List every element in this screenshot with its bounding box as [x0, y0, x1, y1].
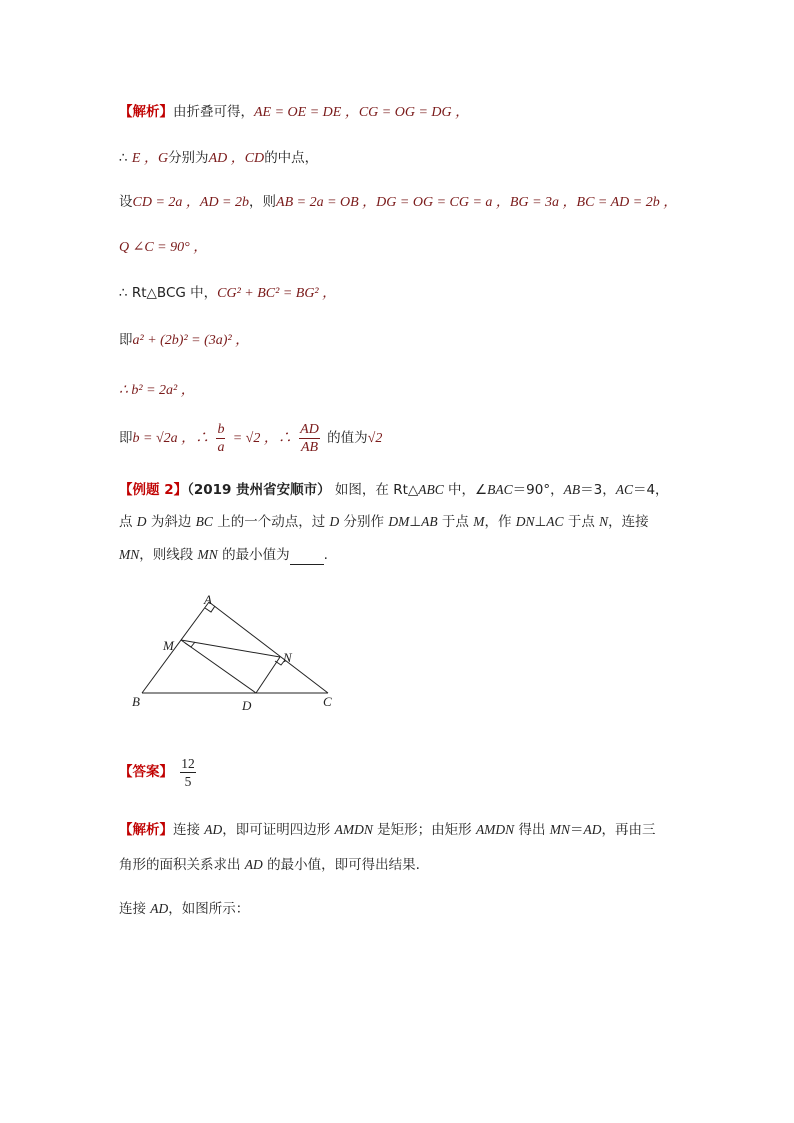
- math: AB: [563, 482, 581, 497]
- example-tag: 【例题 2】: [119, 482, 188, 498]
- triangle-figure: [125, 588, 345, 718]
- text: 的最小值，即可得出结果.: [262, 857, 420, 873]
- answer-line: [119, 752, 199, 792]
- analysis1-line3: [119, 192, 677, 213]
- text: 由折叠可得，: [173, 104, 254, 120]
- text: ，作: [484, 514, 516, 530]
- text: ，即可证明四边形: [222, 822, 335, 838]
- text: 得出: [514, 822, 550, 838]
- example2-line3: [119, 545, 328, 565]
- therefore-symbol: ∴: [119, 150, 128, 166]
- segment-mn: [181, 640, 280, 657]
- text: ＝: [570, 822, 584, 838]
- label-d: D: [242, 698, 252, 713]
- text: 于点: [563, 514, 600, 530]
- analysis2-line2: [119, 855, 420, 875]
- math: M: [473, 514, 485, 529]
- analysis2-line3: [119, 899, 249, 919]
- text: ⊥: [534, 514, 547, 530]
- text: 分别作: [339, 514, 389, 530]
- label-a: A: [204, 592, 212, 607]
- text: 连接: [173, 822, 205, 838]
- text: 设: [119, 194, 133, 210]
- denominator: a: [217, 439, 225, 455]
- answer-tag: 【答案】: [119, 764, 173, 780]
- analysis1-line5: [119, 283, 336, 304]
- text: 为斜边: [146, 514, 196, 530]
- text: 角形的面积关系求出: [119, 857, 245, 873]
- math: ABC: [418, 482, 444, 497]
- text: ，则线段: [139, 547, 198, 563]
- text: 的中点，: [264, 150, 319, 166]
- text: 是矩形；由矩形: [372, 822, 476, 838]
- text: 分别为: [168, 150, 209, 166]
- math: AD: [583, 822, 602, 837]
- label-c: C: [323, 694, 332, 709]
- example2-line1: [119, 480, 669, 500]
- text: ＝3，: [580, 482, 616, 498]
- text: ，如图所示：: [168, 901, 250, 917]
- math: AMDN: [475, 822, 515, 837]
- math: ∴ b² = 2a² ，: [119, 383, 195, 398]
- math: DN: [515, 514, 535, 529]
- text: 中，∠: [443, 482, 488, 498]
- math: BAC: [487, 482, 513, 497]
- math: AD: [204, 822, 223, 837]
- example-source: （2019 贵州省安顺市）: [187, 482, 331, 498]
- math: AC: [546, 514, 564, 529]
- fraction-b-over-a: [216, 421, 225, 456]
- text: 点: [119, 514, 137, 530]
- text: ，再由三: [601, 822, 656, 838]
- math: CG² + BC² = BG² ，: [217, 286, 337, 301]
- math: BC: [195, 514, 213, 529]
- text: 的值为: [327, 430, 368, 446]
- math: AB: [421, 514, 438, 529]
- label-b: B: [132, 694, 140, 709]
- text: ，则: [249, 194, 277, 210]
- math: D: [136, 514, 147, 529]
- math: CD = 2a ，AD = 2b: [132, 195, 250, 210]
- math: AD: [150, 901, 169, 916]
- numerator: AD: [300, 421, 319, 437]
- analysis1-line6: [119, 330, 249, 351]
- analysis2-line1: [119, 820, 656, 840]
- analysis1-line2: [119, 148, 318, 169]
- math: MN: [119, 547, 140, 562]
- numerator: b: [217, 421, 225, 437]
- math: AC: [615, 482, 633, 497]
- analysis-tag: 【解析】: [119, 822, 173, 838]
- math: MN: [549, 822, 571, 837]
- text: 如图，在 Rt△: [330, 482, 419, 498]
- math: AD ，CD: [208, 151, 265, 166]
- text: 即: [119, 430, 133, 446]
- text: 的最小值为: [217, 547, 290, 563]
- right-angle-m: [185, 642, 195, 647]
- math: AE = OE = DE ，CG = OG = DG ，: [254, 105, 470, 120]
- math: Q ∠C = 90° ，: [119, 240, 208, 255]
- text: ∴ Rt△BCG 中，: [119, 285, 218, 301]
- math: D: [329, 514, 340, 529]
- label-n: N: [283, 650, 292, 665]
- analysis1-line1: [119, 102, 469, 123]
- text: ⊥: [409, 514, 422, 530]
- math: AB = 2a = OB ，DG = OG = CG = a ，BG = 3a ，BC = AD = 2b ，: [276, 195, 678, 210]
- math: a² + (2b)² = (3a)² ，: [132, 333, 250, 348]
- analysis1-line8: [119, 418, 382, 459]
- segment-md: [181, 640, 256, 693]
- text: ＝4，: [632, 482, 669, 498]
- example2-line2: [119, 512, 649, 532]
- math: b = √2a ，∴: [132, 431, 210, 446]
- math: N: [599, 514, 609, 529]
- math: E ，G: [131, 151, 169, 166]
- text: 连接: [119, 901, 151, 917]
- analysis1-line7: [119, 380, 195, 401]
- numerator: 12: [181, 755, 195, 771]
- text: ，连接: [608, 514, 649, 530]
- math: MN: [197, 547, 218, 562]
- answer-blank: [290, 550, 324, 565]
- text: 即: [119, 332, 133, 348]
- text: .: [323, 547, 328, 563]
- denominator: AB: [300, 439, 319, 455]
- analysis-tag: 【解析】: [119, 104, 173, 120]
- math: = √2 ，∴: [232, 431, 292, 446]
- side-ab: [142, 602, 209, 693]
- text: 上的一个动点，过: [212, 514, 330, 530]
- text: 于点: [437, 514, 474, 530]
- fraction-ad-over-ab: [299, 421, 320, 456]
- math: DM: [388, 514, 410, 529]
- denominator: 5: [184, 773, 192, 789]
- text: ＝90°，: [512, 482, 564, 498]
- math: AMDN: [334, 822, 373, 837]
- analysis1-line4: [119, 237, 207, 258]
- label-m: M: [163, 638, 174, 653]
- math: AD: [244, 857, 263, 872]
- math: √2: [367, 431, 383, 446]
- answer-fraction: [180, 755, 196, 790]
